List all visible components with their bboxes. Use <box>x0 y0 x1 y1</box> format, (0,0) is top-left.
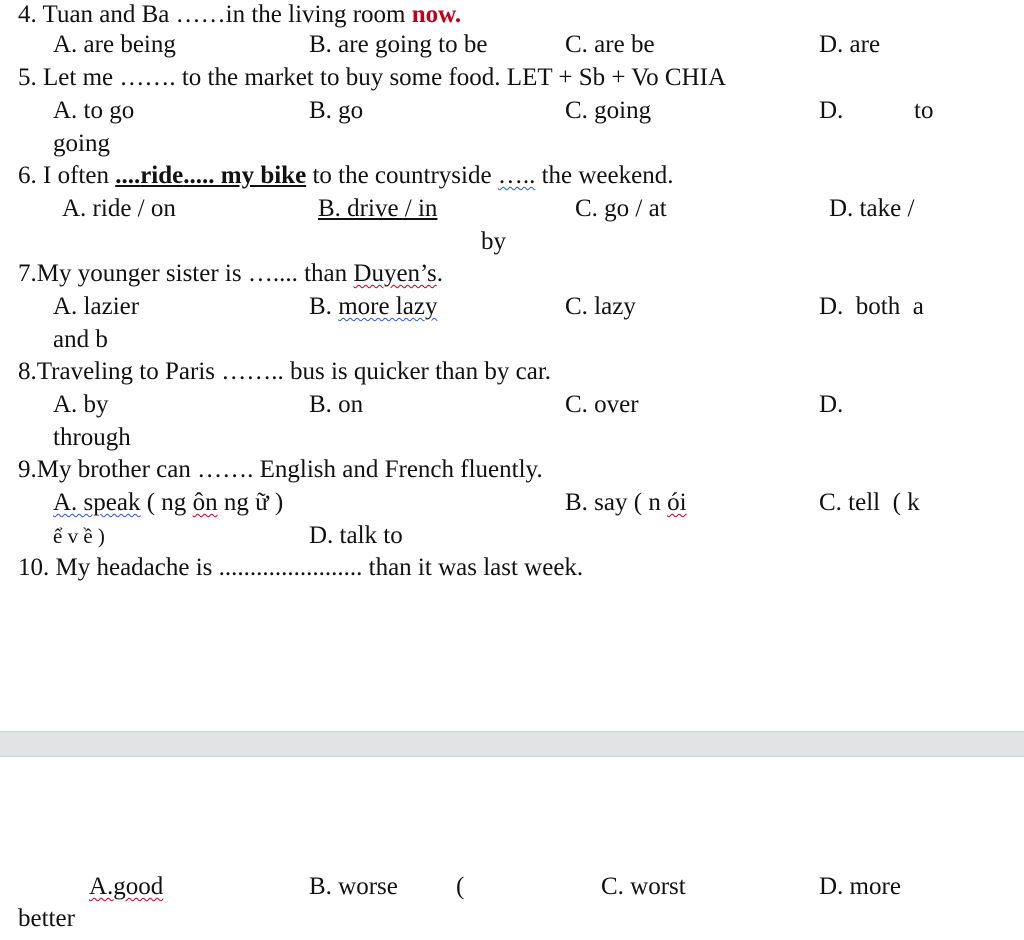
question-6-text-end: the weekend. <box>535 162 674 189</box>
question-9-option-c-wrap: ể v ề ) <box>53 524 105 548</box>
question-7-option-d-wrap: and b <box>53 326 108 353</box>
question-8-option-d-wrap: through <box>53 424 131 451</box>
question-7-stem <box>18 259 443 289</box>
question-6-text-start: 6. I often <box>18 162 116 189</box>
question-5-option-d-text: to <box>914 97 934 124</box>
question-7-name: Duyen’s <box>353 260 437 287</box>
question-10-option-d-wrap: better <box>18 905 75 932</box>
question-5-stem: 5. Let me ……. to the market to buy some food. LET + Sb + Vo CHIA <box>18 64 726 91</box>
question-5-option-c: C. going <box>565 97 652 124</box>
question-10-option-a: A.good <box>89 873 164 900</box>
question-8-option-a: A. by <box>53 391 109 418</box>
question-9-stem: 9.My brother can ……. English and French fluently. <box>18 456 543 483</box>
question-6-blank-1-tail: ..... my bike <box>183 162 307 189</box>
question-5-option-a: A. to go <box>53 97 135 124</box>
question-9-option-b-text: B. say ( n <box>565 489 668 516</box>
question-9-option-b <box>565 488 687 518</box>
question-6-option-d-wrap: by <box>481 228 506 255</box>
question-8-stem: 8.Traveling to Paris …….. bus is quicker than by car. <box>18 358 552 385</box>
question-9-option-a-gloss-start: ( ng <box>140 489 193 516</box>
question-8-option-c: C. over <box>565 391 639 418</box>
question-10-option-b-paren: ( <box>456 873 465 900</box>
question-7-option-b-text: more lazy <box>338 293 438 320</box>
question-5-option-b: B. go <box>309 97 364 124</box>
question-6-blank-2: ….. <box>497 162 536 189</box>
question-5-option-d: D. <box>819 97 844 124</box>
page-break-divider <box>0 731 1024 757</box>
question-9-option-a-word: A. speak <box>53 489 141 516</box>
question-4-option-d: D. are <box>819 31 881 58</box>
question-4-option-b: B. are going to be <box>309 31 488 58</box>
question-6-option-a: A. ride / on <box>62 195 176 222</box>
question-7-option-b <box>309 292 437 322</box>
question-10-stem: 10. My headache is ....................... than it was last week. <box>18 554 584 581</box>
question-9-option-d: D. talk to <box>309 522 403 549</box>
question-5-option-d-wrap: going <box>53 130 110 157</box>
question-4-emphasis: now. <box>411 1 462 28</box>
question-6-blank-1-dots: .... <box>115 162 141 189</box>
question-10-option-c: C. worst <box>601 873 686 900</box>
question-7-option-a: A. lazier <box>53 293 140 320</box>
question-6-blank-1 <box>115 162 306 189</box>
question-9-option-a-gloss-end: ng ữ ) <box>217 489 284 516</box>
question-6-blank-1-word: ride <box>140 162 184 189</box>
question-7-text: 7.My younger sister is ….... than <box>18 260 354 287</box>
question-4-option-a: A. are being <box>53 31 176 58</box>
question-10-option-b: B. worse <box>309 873 398 900</box>
question-8-option-b: B. on <box>309 391 364 418</box>
question-7-option-c: C. lazy <box>565 293 636 320</box>
question-9-option-c: C. tell ( k <box>819 489 920 516</box>
question-6-option-d: D. take / <box>829 195 915 222</box>
question-9-option-b-gloss: ói <box>667 489 687 516</box>
question-4-option-c: C. are be <box>565 31 655 58</box>
question-7-option-b-prefix: B. <box>309 293 339 320</box>
question-8-option-d: D. <box>819 391 844 418</box>
question-9-option-a-gloss-mid: ôn <box>192 489 218 516</box>
question-6-option-c: C. go / at <box>575 195 667 222</box>
question-7-period: . <box>436 260 443 287</box>
question-7-option-d: D. both a <box>819 293 924 320</box>
question-4-stem <box>18 0 461 30</box>
question-10-option-d: D. more <box>819 873 901 900</box>
question-9-option-a <box>53 488 283 518</box>
question-6-text-middle: to the countryside <box>306 162 498 189</box>
question-6-option-b: B. drive / in <box>318 195 438 222</box>
question-4-text: 4. Tuan and Ba ……in the living room <box>18 1 412 28</box>
question-6-stem <box>18 161 673 191</box>
